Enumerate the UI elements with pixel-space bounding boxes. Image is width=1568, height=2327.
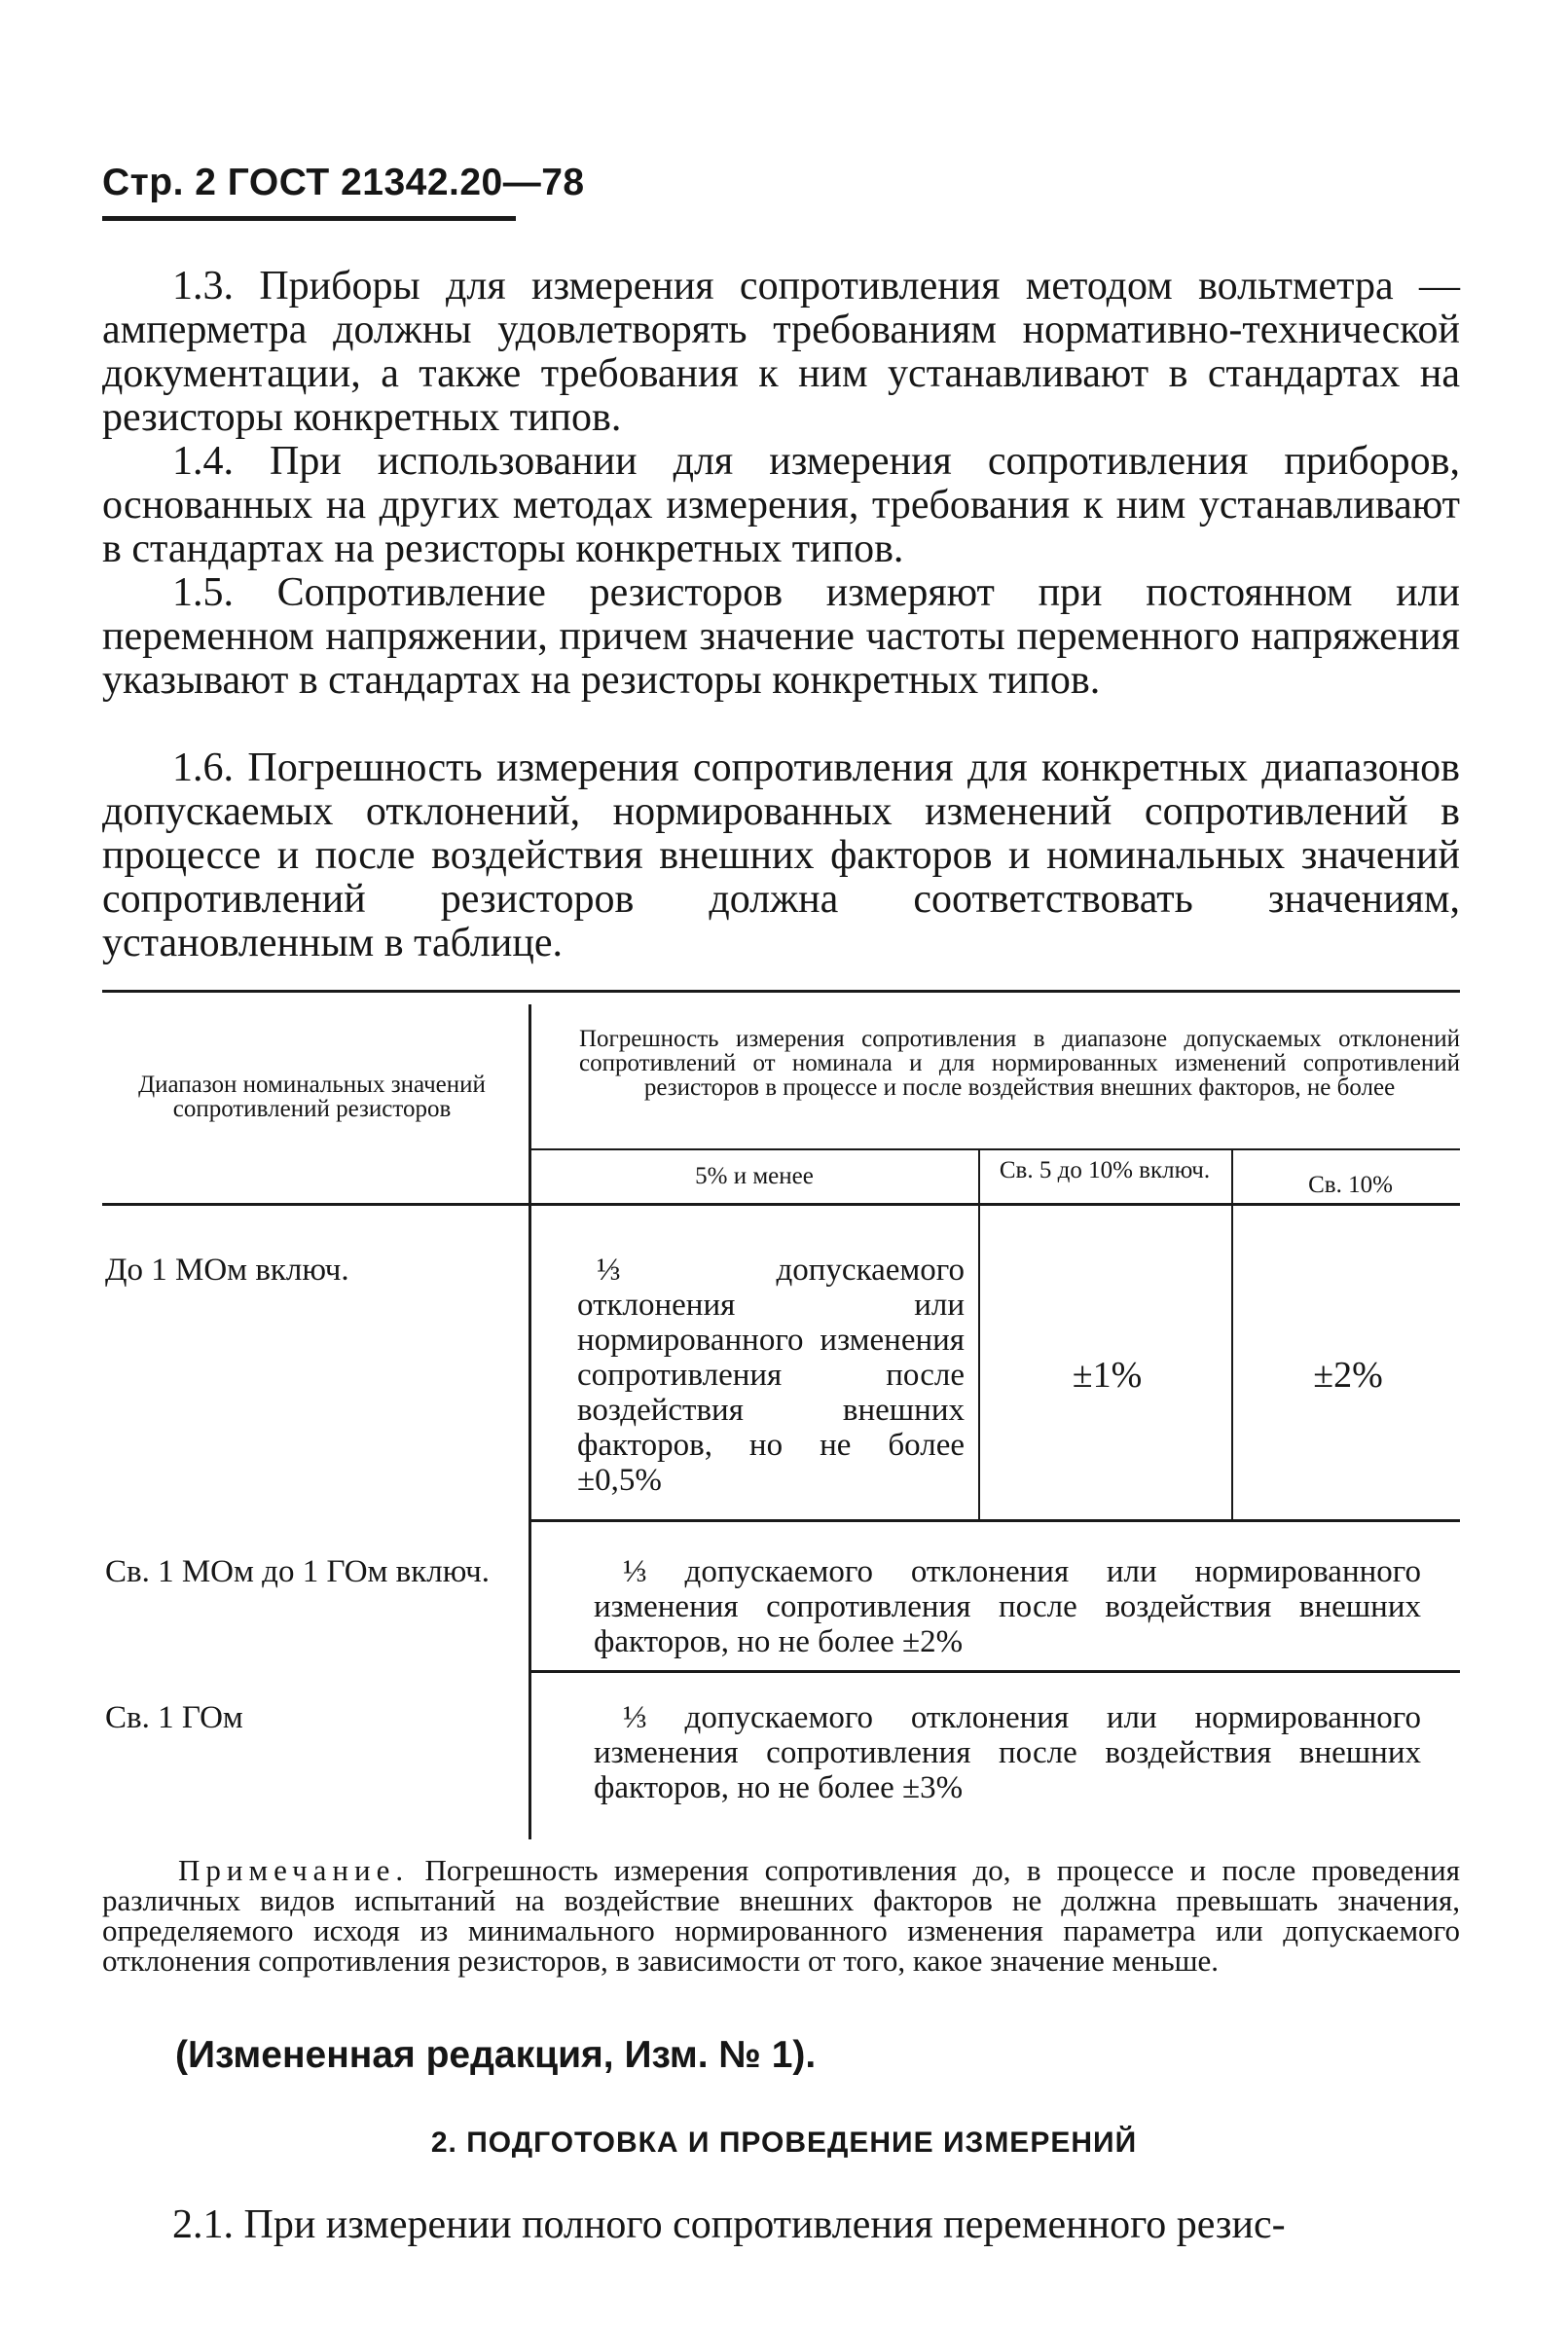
row1-range: До 1 МОм включ. [105, 1253, 349, 1288]
note-text: Погрешность измерения сопротивления до, в процессе и после проведения различных видов испытаний на воздействие внешних факторов не должна превышать значения, определяемого исходя из минимального нормированного изменения параметра или допускаемого отклонения сопротивления резисторов, в зависимости от того, какое значение меньше. [102, 1853, 1460, 1978]
page-header: Стр. 2 ГОСТ 21342.20—78 [102, 162, 585, 203]
paragraph-1-5: 1.5. Сопротивление резисторов измеряют при постоянном или переменном напряжении, причем значение частоты переменного напряжения указывают в стандартах на резисторы конкретных типов. [102, 570, 1460, 703]
column-divider-main [529, 1004, 531, 1839]
note-label: Примечание. [178, 1853, 410, 1887]
column-divider-b [1231, 1148, 1233, 1519]
row3-merged: ⅓ допускаемого отклонения или нормированного изменения сопротивления после воздействия внешних факторов, но не более ±3% [594, 1700, 1421, 1805]
header-error-group: Погрешность измерения сопротивления в диапазоне допускаемых отклонений сопротивлений от номинала и для нормированных изменений сопротивлений резисторов в процессе и после воздействия внешних факторов, не более [579, 1026, 1460, 1101]
header-over-10-percent: Св. 10% [1308, 1172, 1393, 1198]
section-heading: 2. ПОДГОТОВКА И ПРОВЕДЕНИЕ ИЗМЕРЕНИЙ [430, 2127, 1138, 2159]
header-underline [102, 216, 516, 221]
row1-col-c: ±2% [1313, 1355, 1383, 1396]
row1-col-a: ⅓ допускаемого отклонения или нормированного изменения сопротивления после воздействия внешних факторов, но не более ±0,5% [577, 1253, 965, 1498]
header-5-percent: 5% и менее [695, 1163, 814, 1189]
amendment-note: (Измененная редакция, Изм. № 1). [175, 2034, 817, 2076]
table-top-rule [102, 990, 1460, 993]
row2-merged: ⅓ допускаемого отклонения или нормированного изменения сопротивления после воздействия внешних факторов, но не более ±2% [594, 1554, 1421, 1659]
row2-bottom-rule [530, 1670, 1460, 1673]
subheader-rule [530, 1148, 1460, 1150]
paragraph-2-1: 2.1. При измерении полного сопротивления переменного резис- [172, 2202, 1286, 2247]
row3-range: Св. 1 ГОм [105, 1700, 243, 1735]
table-note [102, 1855, 1460, 1976]
row2-range: Св. 1 МОм до 1 ГОм включ. [105, 1554, 490, 1589]
paragraph-1-4: 1.4. При использовании для измерения сопротивления приборов, основанных на других методах измерения, требования к ним устанавливают в стандартах на резисторы конкретных типов. [102, 439, 1460, 571]
header-range: Диапазон номинальных значений сопротивлений резисторов [138, 1072, 486, 1122]
header-bottom-rule [102, 1203, 1460, 1206]
column-divider-a [978, 1148, 980, 1519]
row1-bottom-rule [530, 1519, 1460, 1522]
paragraph-1-3: 1.3. Приборы для измерения сопротивления методом вольтметра — амперметра должны удовлетворять требованиям нормативно-технической документации, а также требования к ним устанавливают в стандартах на резисторы конкретных типов. [102, 264, 1460, 440]
paragraph-1-6: 1.6. Погрешность измерения сопротивления для конкретных диапазонов допускаемых отклонений, нормированных изменений сопротивлений в процессе и после воздействия внешних факторов и номинальных значений сопротивлений резисторов должна соответствовать значениям, установленным в таблице. [102, 745, 1460, 965]
header-5-10-percent: Св. 5 до 10% включ. [999, 1157, 1211, 1183]
row1-col-b: ±1% [1072, 1355, 1143, 1396]
